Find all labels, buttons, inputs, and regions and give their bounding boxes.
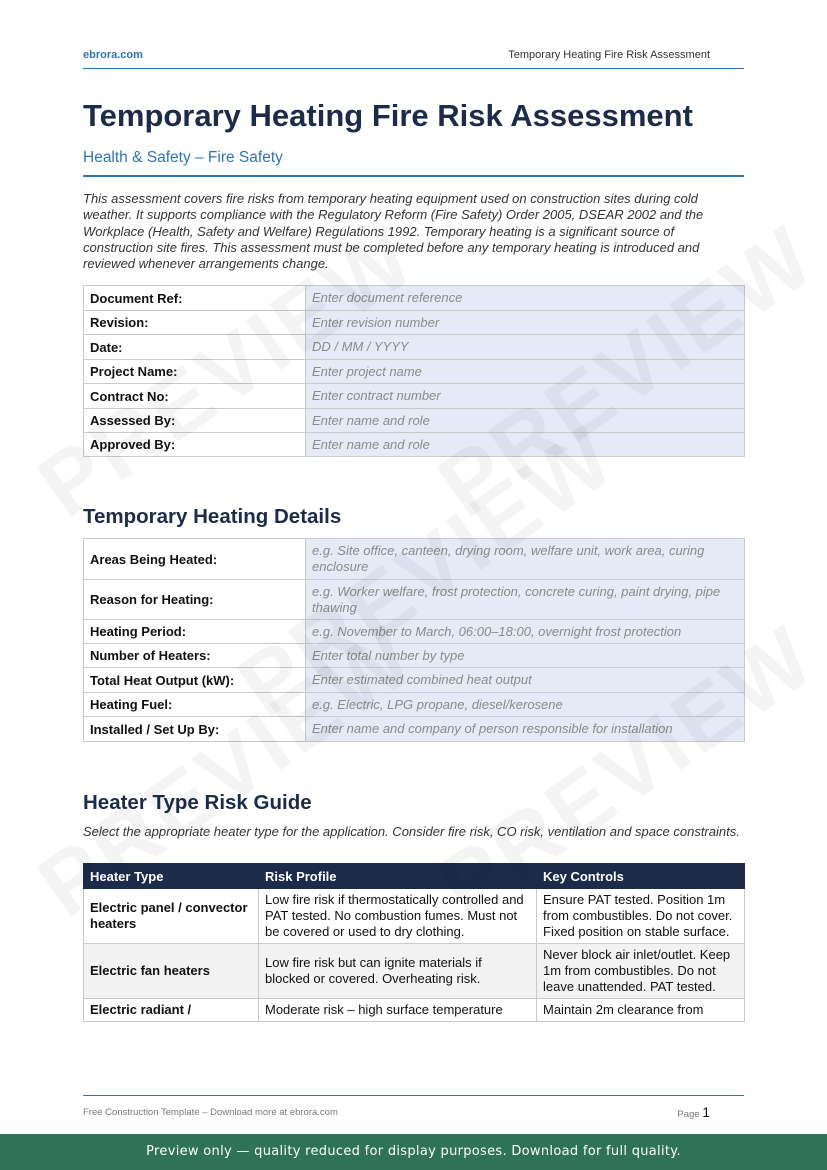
heater-type-row <box>84 944 745 999</box>
column-header-risk-profile: Risk Profile <box>259 864 537 889</box>
document-field-row <box>84 335 745 360</box>
document-field-row <box>84 384 745 409</box>
field-label: Heating Period: <box>84 620 306 644</box>
field-input[interactable]: Enter revision number <box>306 311 745 335</box>
heating-details-heading: Temporary Heating Details <box>83 505 342 528</box>
field-input[interactable]: e.g. Electric, LPG propane, diesel/kerosene <box>306 693 745 717</box>
field-input[interactable]: e.g. Site office, canteen, drying room, welfare unit, work area, curing enclosure <box>306 539 745 580</box>
field-label: Revision: <box>84 311 306 335</box>
heater-type-row <box>84 999 745 1022</box>
heater-table-header-row <box>84 864 745 889</box>
page-header <box>83 48 744 69</box>
heating-field-row <box>84 620 745 644</box>
field-input[interactable]: Enter total number by type <box>306 644 745 668</box>
page-label: Page <box>677 1109 700 1120</box>
title-divider <box>83 175 744 177</box>
heater-type-table <box>83 863 745 1022</box>
field-label: Contract No: <box>84 384 306 409</box>
risk-profile-cell: Low fire risk if thermostatically controlled and PAT tested. No combustion fumes. Must not be covered or used to dry clothing. <box>259 889 537 944</box>
risk-guide-heading: Heater Type Risk Guide <box>83 791 312 814</box>
risk-guide-note: Select the appropriate heater type for the application. Consider fire risk, CO risk, ventilation and space constraints. <box>83 824 740 839</box>
field-input[interactable]: e.g. Worker welfare, frost protection, concrete curing, paint drying, pipe thawing <box>306 580 745 620</box>
document-info-table <box>83 285 745 457</box>
field-label: Areas Being Heated: <box>84 539 306 580</box>
field-input[interactable]: Enter name and role <box>306 433 745 457</box>
field-label: Document Ref: <box>84 286 306 311</box>
heater-type-cell: Electric panel / convector heaters <box>84 889 259 944</box>
key-controls-cell: Never block air inlet/outlet. Keep 1m from combustibles. Do not leave unattended. PAT tested. <box>537 944 745 999</box>
field-input[interactable]: Enter estimated combined heat output <box>306 668 745 693</box>
footer-note: Free Construction Template – Download more at ebrora.com <box>83 1107 338 1118</box>
heating-field-row <box>84 539 745 580</box>
heating-field-row <box>84 580 745 620</box>
field-label: Heating Fuel: <box>84 693 306 717</box>
site-name[interactable]: ebrora.com <box>83 49 143 61</box>
column-header-key-controls: Key Controls <box>537 864 745 889</box>
page-footer <box>83 1095 744 1120</box>
field-input[interactable]: Enter project name <box>306 360 745 384</box>
field-input[interactable]: Enter name and company of person responsible for installation <box>306 717 745 742</box>
field-label: Date: <box>84 335 306 360</box>
field-label: Number of Heaters: <box>84 644 306 668</box>
document-field-row <box>84 409 745 433</box>
field-label: Project Name: <box>84 360 306 384</box>
field-input[interactable]: Enter document reference <box>306 286 745 311</box>
document-field-row <box>84 360 745 384</box>
header-doc-title: Temporary Heating Fire Risk Assessment <box>508 49 710 61</box>
heating-details-table <box>83 538 745 742</box>
field-input[interactable]: Enter name and role <box>306 409 745 433</box>
page-number <box>677 1104 710 1120</box>
heating-field-row <box>84 717 745 742</box>
key-controls-cell: Maintain 2m clearance from <box>537 999 745 1022</box>
column-header-heater-type: Heater Type <box>84 864 259 889</box>
risk-profile-cell: Low fire risk but can ignite materials if blocked or covered. Overheating risk. <box>259 944 537 999</box>
page-title: Temporary Heating Fire Risk Assessment <box>83 98 693 133</box>
field-label: Assessed By: <box>84 409 306 433</box>
field-label: Approved By: <box>84 433 306 457</box>
document-field-row <box>84 433 745 457</box>
intro-paragraph: This assessment covers fire risks from temporary heating equipment used on construction sites during cold weather. It supports compliance with the Regulatory Reform (Fire Safety) Order 2005, DSEAR 2002 and the Workplace (Health, Safety and Welfare) Regulations 1992. Temporary heating is a significant source of construction site fires. This assessment must be completed before any temporary heating is introduced and reviewed whenever arrangements change. <box>83 191 704 272</box>
key-controls-cell: Ensure PAT tested. Position 1m from combustibles. Do not cover. Fixed position on stable surface. <box>537 889 745 944</box>
heater-type-cell: Electric fan heaters <box>84 944 259 999</box>
field-input[interactable]: Enter contract number <box>306 384 745 409</box>
heater-type-row <box>84 889 745 944</box>
field-label: Total Heat Output (kW): <box>84 668 306 693</box>
document-field-row <box>84 286 745 311</box>
heater-type-cell: Electric radiant / <box>84 999 259 1022</box>
field-label: Installed / Set Up By: <box>84 717 306 742</box>
document-field-row <box>84 311 745 335</box>
heating-field-row <box>84 644 745 668</box>
risk-profile-cell: Moderate risk – high surface temperature <box>259 999 537 1022</box>
field-input[interactable]: e.g. November to March, 06:00–18:00, overnight frost protection <box>306 620 745 644</box>
preview-banner: Preview only — quality reduced for display purposes. Download for full quality. <box>0 1134 827 1170</box>
field-label: Reason for Heating: <box>84 580 306 620</box>
field-input[interactable]: DD / MM / YYYY <box>306 335 745 360</box>
heating-field-row <box>84 668 745 693</box>
page-subtitle: Health & Safety – Fire Safety <box>83 149 283 166</box>
heating-field-row <box>84 693 745 717</box>
page-number-value: 1 <box>702 1104 710 1120</box>
